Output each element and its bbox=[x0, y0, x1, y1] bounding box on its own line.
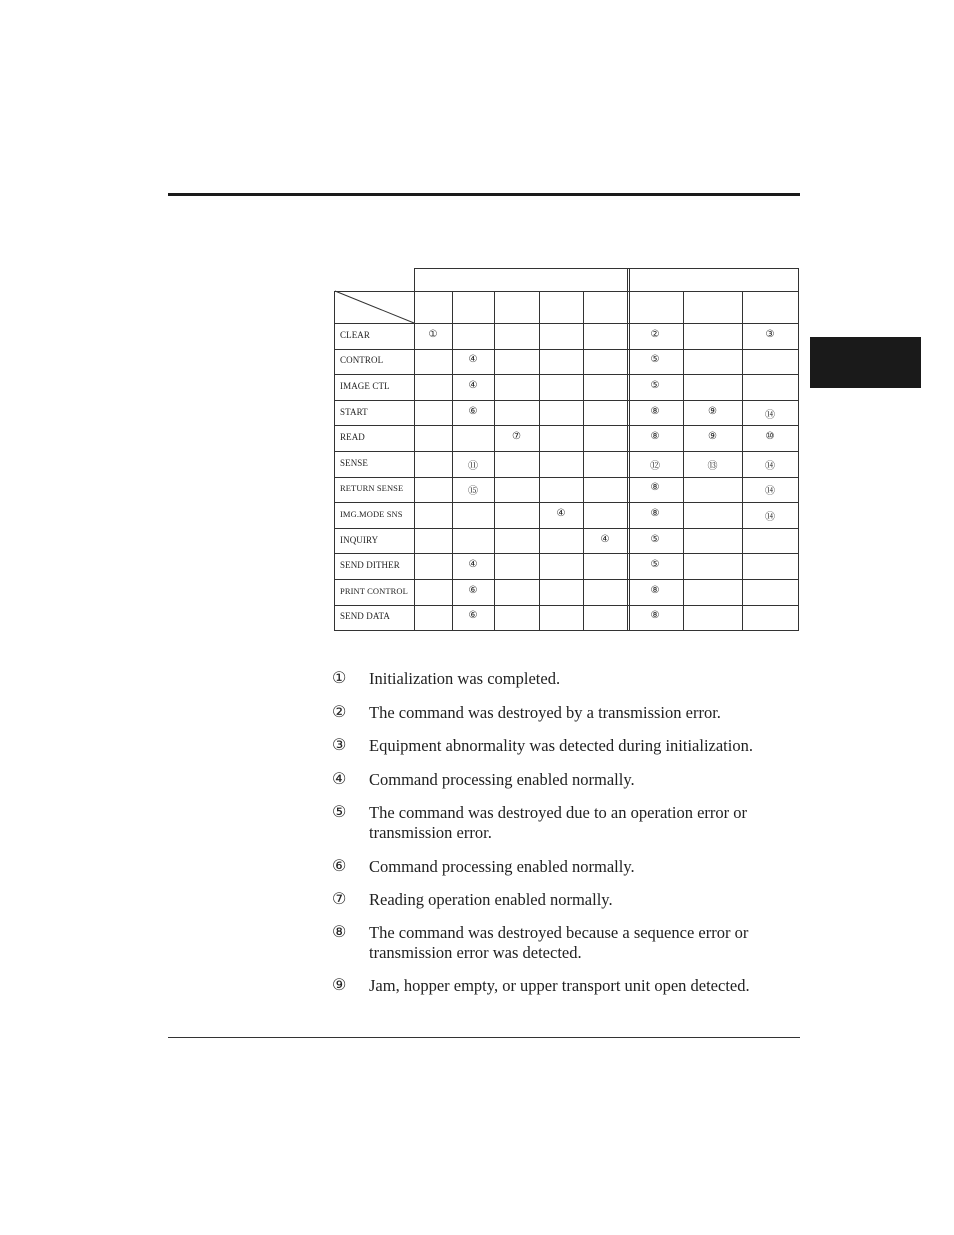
status-mark: ⑪ bbox=[468, 460, 478, 472]
note-item bbox=[332, 770, 802, 790]
command-label: START bbox=[340, 406, 368, 417]
row-line bbox=[334, 528, 798, 529]
note-text: Reading operation enabled normally. bbox=[369, 890, 613, 909]
status-mark: ⑥ bbox=[468, 584, 478, 596]
column-line bbox=[452, 291, 453, 631]
note-text: Initialization was completed. bbox=[369, 669, 561, 688]
bottom-rule bbox=[168, 1037, 800, 1038]
status-mark: ⑧ bbox=[650, 482, 660, 494]
command-label: INQUIRY bbox=[340, 534, 379, 545]
note-text: Equipment abnormality was detected during initialization. bbox=[369, 736, 753, 755]
row-line bbox=[334, 502, 798, 503]
status-mark: ④ bbox=[600, 533, 610, 545]
status-mark: ⑮ bbox=[468, 486, 478, 498]
column-line bbox=[583, 291, 584, 631]
note-item bbox=[332, 890, 802, 910]
table-top-line bbox=[414, 268, 798, 269]
row-line bbox=[334, 477, 798, 478]
row-line bbox=[334, 323, 798, 324]
status-mark: ⑧ bbox=[650, 405, 660, 417]
command-label: IMAGE CTL bbox=[340, 381, 390, 391]
command-label: SEND DATA bbox=[340, 611, 390, 622]
column-line bbox=[539, 291, 540, 631]
note-item bbox=[332, 976, 802, 996]
note-number: ⑨ bbox=[332, 977, 347, 994]
note-text: The command was destroyed by a transmission error. bbox=[369, 703, 721, 722]
row-line bbox=[334, 374, 798, 375]
command-label: CONTROL bbox=[340, 355, 384, 366]
row-line bbox=[334, 349, 798, 350]
row-line bbox=[334, 630, 798, 631]
column-line bbox=[742, 291, 743, 631]
note-number: ④ bbox=[332, 771, 347, 788]
status-mark: ① bbox=[428, 328, 438, 340]
row-line bbox=[334, 553, 798, 554]
note-item bbox=[332, 803, 802, 843]
note-text: Command processing enabled normally. bbox=[369, 857, 635, 876]
status-mark: ② bbox=[650, 328, 660, 340]
note-item bbox=[332, 736, 802, 756]
row-line bbox=[334, 451, 798, 452]
status-mark: ⑨ bbox=[708, 405, 717, 417]
column-line-double bbox=[629, 268, 630, 631]
row-line bbox=[334, 400, 798, 401]
note-number: ⑤ bbox=[332, 804, 347, 821]
note-item bbox=[332, 923, 802, 963]
command-label: SEND DITHER bbox=[340, 560, 400, 571]
status-mark: ⑥ bbox=[468, 405, 478, 417]
column-line bbox=[627, 268, 628, 631]
note-item bbox=[332, 857, 802, 877]
note-item bbox=[332, 703, 802, 723]
note-text: Command processing enabled normally. bbox=[369, 770, 635, 789]
status-mark: ⑧ bbox=[650, 584, 660, 596]
note-item bbox=[332, 669, 802, 689]
command-label: IMG.MODE SNS bbox=[340, 509, 403, 519]
note-number: ② bbox=[332, 704, 347, 721]
column-line bbox=[494, 291, 495, 631]
note-text: The command was destroyed due to an operation error or transmission error. bbox=[369, 803, 747, 842]
note-number: ⑥ bbox=[332, 858, 347, 875]
column-line bbox=[334, 291, 335, 631]
command-label: PRINT CONTROL bbox=[340, 585, 408, 596]
column-line bbox=[414, 268, 415, 631]
status-mark: ⑭ bbox=[765, 512, 775, 523]
note-number: ③ bbox=[332, 737, 347, 754]
command-label: RETURN SENSE bbox=[340, 483, 404, 494]
note-number: ⑦ bbox=[332, 891, 347, 908]
status-mark: ③ bbox=[765, 328, 775, 340]
status-mark: ⑨ bbox=[708, 431, 717, 443]
status-mark: ④ bbox=[468, 380, 478, 391]
status-mark: ⑧ bbox=[650, 508, 660, 519]
status-mark: ⑭ bbox=[765, 486, 775, 498]
status-mark: ⑤ bbox=[650, 354, 660, 366]
status-mark: ⑤ bbox=[650, 380, 660, 391]
status-mark: ④ bbox=[468, 559, 478, 571]
status-mark: ⑧ bbox=[650, 431, 660, 443]
column-line bbox=[798, 268, 799, 631]
status-mark: ⑥ bbox=[468, 610, 478, 622]
status-mark: ⑤ bbox=[650, 533, 660, 545]
status-mark: ⑭ bbox=[765, 460, 775, 472]
row-line bbox=[334, 425, 798, 426]
column-line bbox=[683, 291, 684, 631]
command-label: CLEAR bbox=[340, 329, 371, 340]
row-line bbox=[334, 605, 798, 606]
status-mark: ⑬ bbox=[707, 460, 718, 472]
status-mark: ⑭ bbox=[765, 409, 775, 421]
note-number: ⑧ bbox=[332, 924, 347, 941]
note-number: ① bbox=[332, 670, 347, 687]
status-mark: ④ bbox=[556, 508, 566, 519]
command-label: READ bbox=[340, 432, 365, 443]
status-mark: ⑦ bbox=[512, 431, 521, 443]
header-line bbox=[334, 291, 798, 292]
status-mark: ④ bbox=[468, 354, 478, 366]
status-mark: ⑩ bbox=[765, 431, 775, 443]
note-text: The command was destroyed because a sequence error or transmission error was detected. bbox=[369, 923, 749, 962]
note-text: Jam, hopper empty, or upper transport unit open detected. bbox=[369, 976, 750, 995]
status-mark: ⑧ bbox=[650, 610, 660, 622]
status-mark: ⑫ bbox=[650, 460, 660, 472]
status-mark: ⑤ bbox=[650, 559, 660, 571]
row-line bbox=[334, 579, 798, 580]
command-label: SENSE bbox=[340, 457, 369, 468]
